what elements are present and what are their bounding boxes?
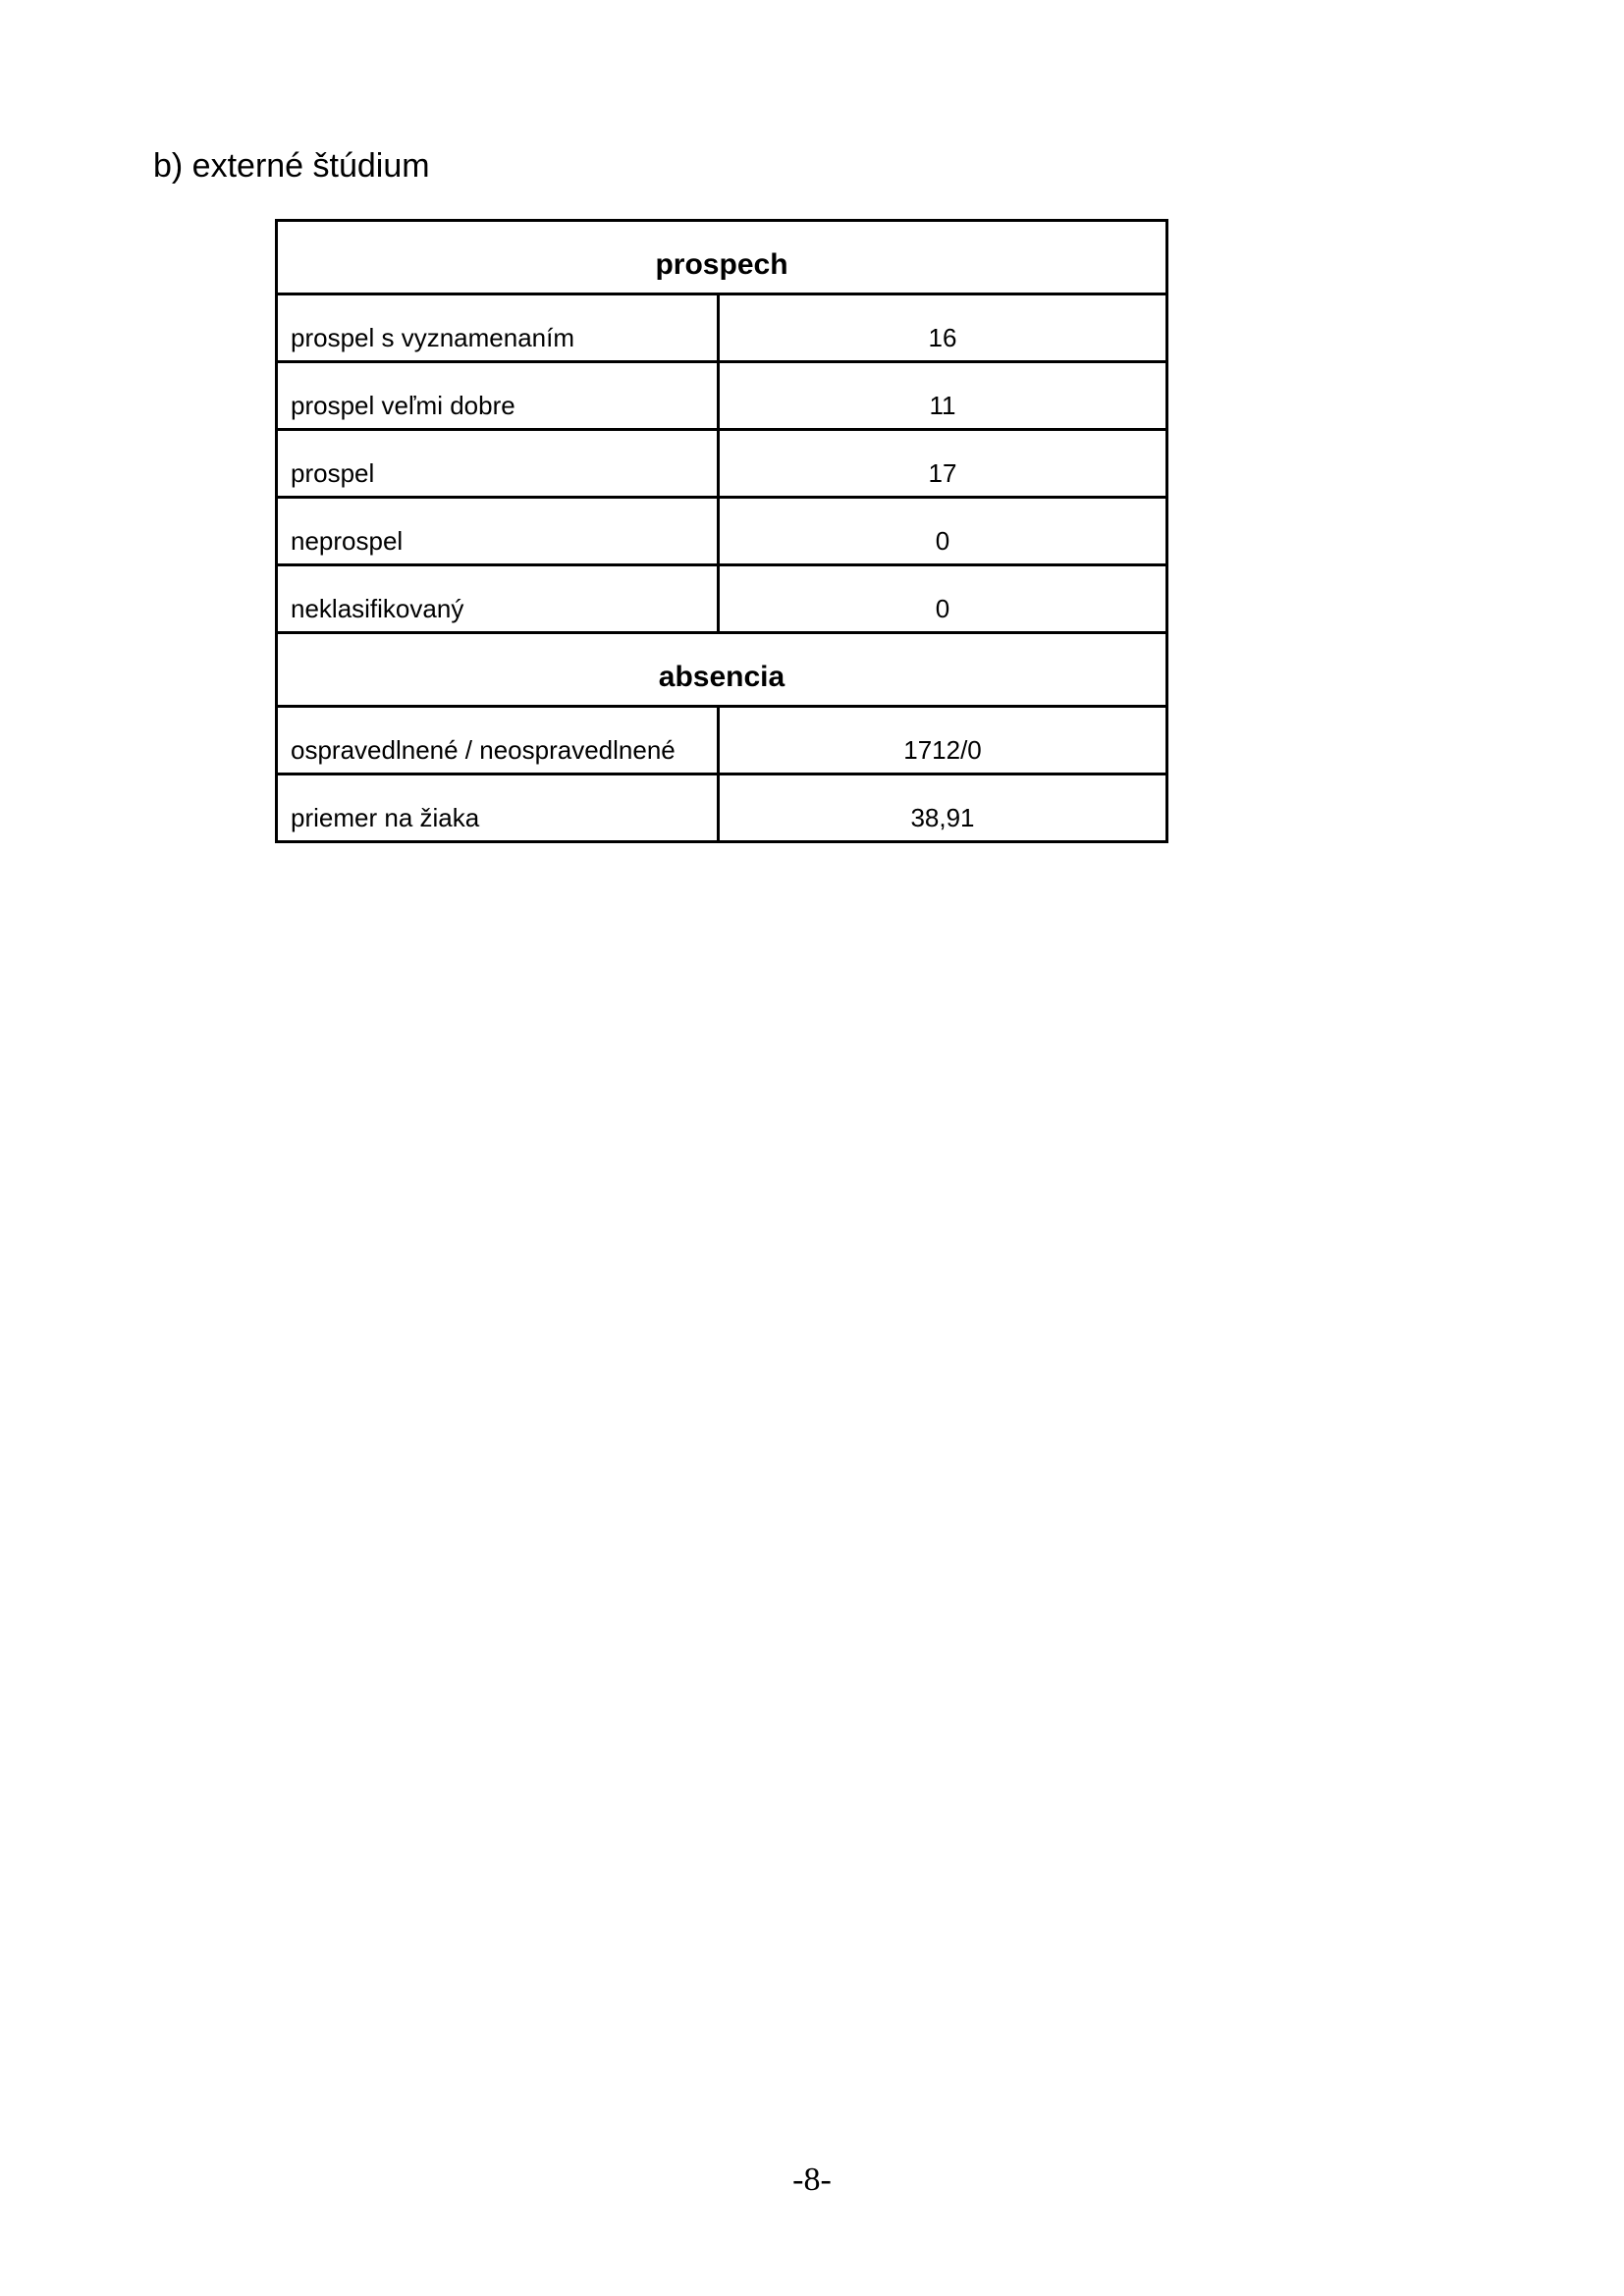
row-value: 11: [719, 362, 1167, 430]
row-value: 0: [719, 498, 1167, 565]
table-section-header-row: [277, 221, 1167, 294]
row-value: 38,91: [719, 774, 1167, 842]
row-value: 1712/0: [719, 707, 1167, 774]
table-row: [277, 565, 1167, 633]
row-label: ospravedlnené / neospravedlnené: [277, 707, 719, 774]
row-label: neprospel: [277, 498, 719, 565]
table-row: [277, 498, 1167, 565]
table-row: [277, 774, 1167, 842]
row-value: 16: [719, 294, 1167, 362]
table-section-header-row: [277, 633, 1167, 707]
row-label: prospel: [277, 430, 719, 498]
row-value: 0: [719, 565, 1167, 633]
page-number: -8-: [792, 2162, 832, 2198]
row-label: prospel veľmi dobre: [277, 362, 719, 430]
table-row: [277, 707, 1167, 774]
table-section-header-prospech: prospech: [277, 221, 1167, 294]
table-section-header-absencia: absencia: [277, 633, 1167, 707]
table-row: [277, 430, 1167, 498]
table-row: [277, 362, 1167, 430]
table-row: [277, 294, 1167, 362]
row-label: prospel s vyznamenaním: [277, 294, 719, 362]
section-heading: b) externé štúdium: [153, 147, 430, 185]
row-value: 17: [719, 430, 1167, 498]
row-label: priemer na žiaka: [277, 774, 719, 842]
results-table: [275, 219, 1168, 843]
row-label: neklasifikovaný: [277, 565, 719, 633]
